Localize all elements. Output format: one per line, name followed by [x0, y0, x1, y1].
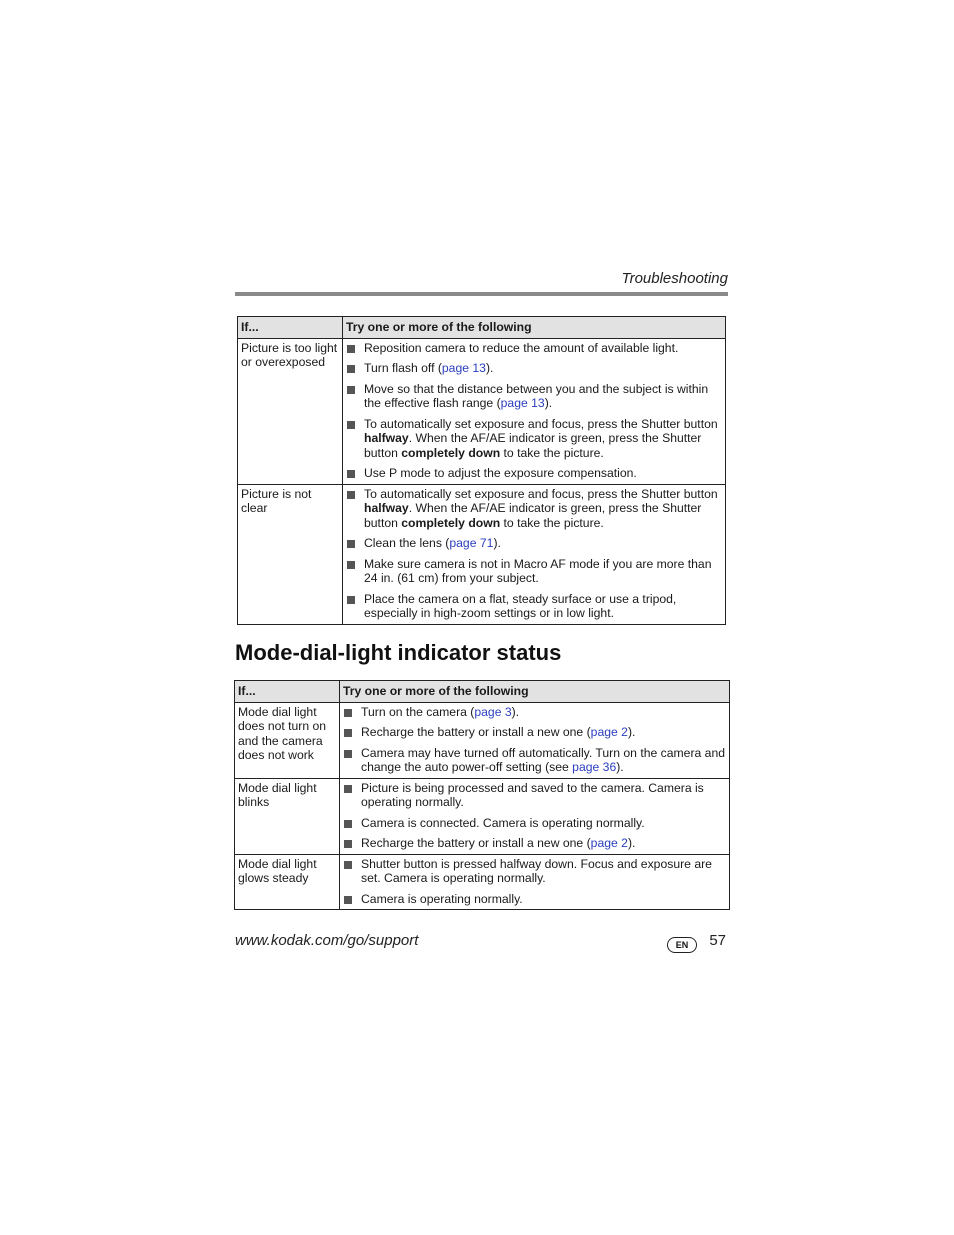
troubleshooting-table-mode-dial — [234, 680, 730, 910]
list-item — [346, 557, 722, 586]
item-text: ). — [511, 704, 520, 719]
square-bullet-icon — [344, 820, 352, 828]
list-item — [346, 361, 722, 376]
condition-cell: Mode dial light does not turn on and the camera does not work — [235, 702, 340, 778]
remedy-list — [346, 341, 722, 481]
emphasis-text: completely down — [401, 515, 501, 530]
emphasis-text: halfway — [364, 431, 409, 445]
list-item — [343, 725, 726, 740]
section-running-header: Troubleshooting — [621, 270, 728, 287]
condition-cell: Mode dial light glows steady — [235, 854, 340, 910]
table-row — [235, 778, 730, 854]
list-item — [343, 857, 726, 886]
square-bullet-icon — [344, 896, 352, 904]
column-header-try: Try one or more of the following — [343, 317, 726, 339]
item-text: Recharge the battery or install a new one ( — [361, 836, 591, 850]
item-text: Turn flash off ( — [364, 361, 442, 375]
square-bullet-icon — [347, 345, 355, 353]
page-link[interactable]: page 2 — [590, 836, 628, 850]
remedies-cell — [343, 338, 726, 484]
section-heading: Mode-dial-light indicator status — [235, 640, 562, 665]
square-bullet-icon — [347, 540, 355, 548]
list-item — [346, 341, 722, 356]
item-text: ). — [485, 361, 494, 375]
list-item — [346, 466, 722, 481]
item-text: To automatically set exposure and focus, press the Shutter button — [364, 486, 718, 501]
item-text: Move so that the distance between you and the subject is within the effective flash range ( — [364, 381, 709, 410]
column-header-if: If... — [235, 681, 340, 703]
column-header-try: Try one or more of the following — [340, 681, 730, 703]
page-number: 57 — [709, 932, 726, 949]
remedy-list — [346, 487, 722, 621]
square-bullet-icon — [344, 729, 352, 737]
square-bullet-icon — [347, 596, 355, 604]
remedy-list — [343, 705, 726, 775]
item-text: Camera is operating normally. — [361, 891, 523, 906]
support-url[interactable]: www.kodak.com/go/support — [235, 932, 419, 949]
item-text: Reposition camera to reduce the amount of available light. — [364, 340, 679, 355]
page-link[interactable]: page 71 — [449, 536, 494, 550]
list-item — [343, 705, 726, 720]
table-row — [238, 338, 726, 484]
item-text: Camera is connected. Camera is operating normally. — [361, 815, 645, 830]
list-item — [343, 892, 726, 907]
emphasis-text: completely down — [401, 445, 501, 460]
item-text: Turn on the camera ( — [361, 704, 475, 719]
remedies-cell — [340, 778, 730, 854]
remedy-list — [343, 857, 726, 907]
item-text: Shutter button is pressed halfway down. Focus and exposure are set. Camera is operating normally. — [361, 856, 712, 885]
square-bullet-icon — [347, 365, 355, 373]
language-badge: EN — [667, 937, 697, 953]
item-text: Place the camera on a flat, steady surface or use a tripod, especially in high-zoom settings or in low light. — [364, 591, 677, 620]
list-item — [346, 487, 722, 531]
square-bullet-icon — [347, 561, 355, 569]
remedies-cell — [340, 702, 730, 778]
square-bullet-icon — [344, 709, 352, 717]
page-link[interactable]: page 13 — [500, 396, 545, 410]
list-item — [346, 382, 722, 411]
item-text: . When the AF/AE indicator is green, press the Shutter button — [364, 431, 702, 460]
square-bullet-icon — [347, 491, 355, 499]
table-row — [238, 484, 726, 624]
condition-cell: Picture is not clear — [238, 484, 343, 624]
item-text: ). — [616, 760, 624, 774]
remedies-cell — [343, 484, 726, 624]
item-text: Recharge the battery or install a new one ( — [361, 725, 591, 739]
emphasis-text: halfway — [364, 501, 409, 515]
square-bullet-icon — [344, 750, 352, 758]
remedy-list — [343, 781, 726, 851]
troubleshooting-table-picture — [237, 316, 726, 625]
list-item — [346, 417, 722, 461]
item-text: ). — [627, 836, 636, 850]
square-bullet-icon — [347, 421, 355, 429]
list-item — [343, 836, 726, 851]
square-bullet-icon — [344, 861, 352, 869]
table-row — [235, 854, 730, 910]
item-text: Camera may have turned off automatically. Turn on the camera and change the auto power-off setting (see — [361, 745, 726, 774]
item-text: To automatically set exposure and focus, press the Shutter button — [364, 416, 718, 431]
item-text: Clean the lens ( — [364, 536, 450, 550]
item-text: Picture is being processed and saved to the camera. Camera is operating normally. — [361, 780, 704, 809]
condition-cell: Mode dial light blinks — [235, 778, 340, 854]
square-bullet-icon — [344, 785, 352, 793]
page-link[interactable]: page 2 — [590, 725, 628, 739]
square-bullet-icon — [344, 840, 352, 848]
item-text: Use P mode to adjust the exposure compensation. — [364, 466, 637, 480]
page-link[interactable]: page 36 — [572, 760, 617, 774]
item-text: . When the AF/AE indicator is green, press the Shutter button — [364, 501, 702, 530]
item-text: to take the picture. — [500, 445, 604, 460]
header-rule — [235, 292, 728, 296]
table-row — [235, 702, 730, 778]
list-item — [343, 781, 726, 810]
item-text: ). — [544, 396, 553, 410]
column-header-if: If... — [238, 317, 343, 339]
page-link[interactable]: page 3 — [474, 704, 512, 719]
list-item — [343, 746, 726, 775]
list-item — [346, 536, 722, 551]
item-text: ). — [493, 536, 501, 550]
remedies-cell — [340, 854, 730, 910]
square-bullet-icon — [347, 470, 355, 478]
table-header-row — [238, 317, 726, 339]
list-item — [343, 816, 726, 831]
item-text: Make sure camera is not in Macro AF mode if you are more than 24 in. (61 cm) from your subject. — [364, 556, 712, 585]
page-link[interactable]: page 13 — [441, 361, 486, 375]
item-text: ). — [627, 725, 636, 739]
list-item — [346, 592, 722, 621]
square-bullet-icon — [347, 386, 355, 394]
item-text: to take the picture. — [500, 515, 604, 530]
table-header-row — [235, 681, 730, 703]
condition-cell: Picture is too light or overexposed — [238, 338, 343, 484]
